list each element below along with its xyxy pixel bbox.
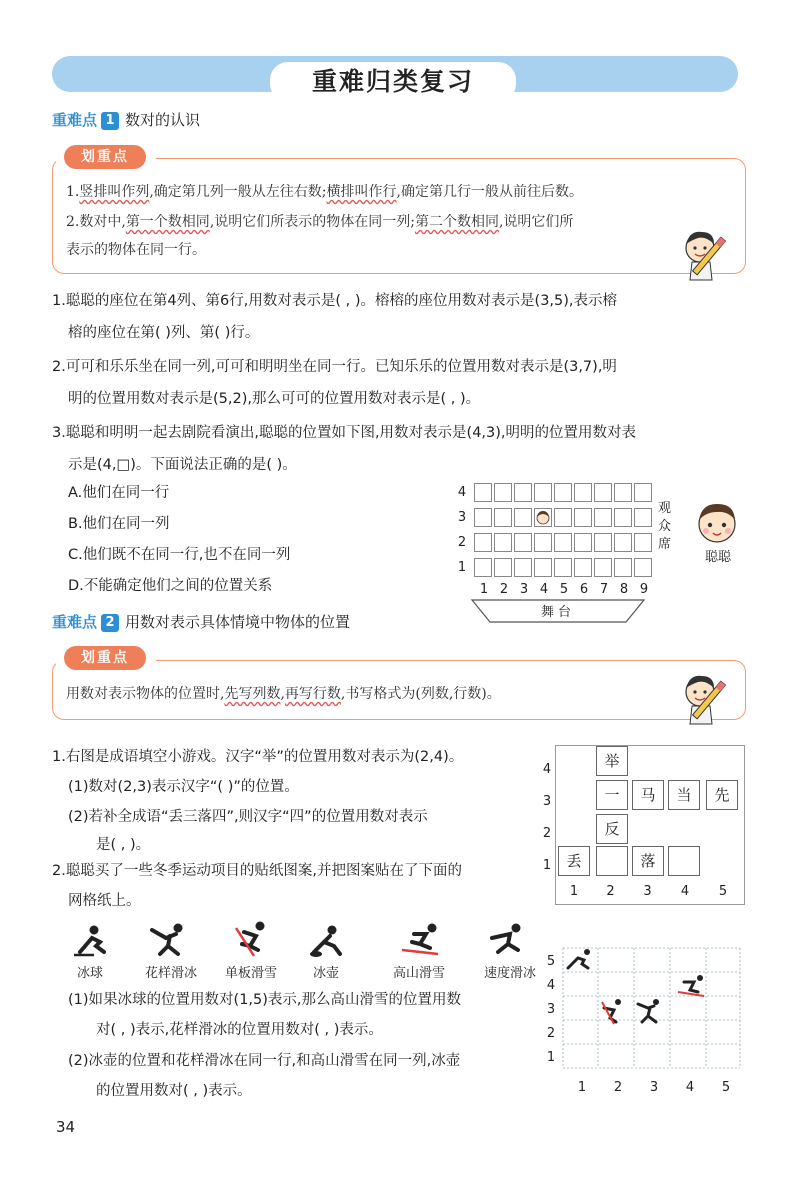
idiom-row-labels: 4 3 2 1	[542, 762, 552, 873]
question-2-line-2: 明的位置用数对表示是(5,2),那么可可的位置用数对表示是( , )。	[68, 391, 481, 407]
key-point-line-3: 表示的物体在同一行。	[66, 242, 206, 258]
seat-7-4	[594, 483, 612, 502]
seat-3-1	[514, 558, 532, 577]
ice-hockey-icon	[72, 924, 112, 958]
speed-skating-icon	[484, 922, 530, 956]
seat-8-2	[614, 533, 632, 552]
seat-4-2	[534, 533, 552, 552]
section-number: 1	[101, 112, 119, 130]
idiom-cell-2-2: 反	[596, 814, 628, 844]
seat-7-1	[594, 558, 612, 577]
grid-alpine-skiing-icon	[678, 975, 704, 996]
key-points-label: 划重点	[64, 145, 146, 169]
alpine-skiing-icon	[398, 920, 442, 956]
page-title: 重难归类复习	[270, 62, 516, 102]
seat-8-3	[614, 508, 632, 527]
seat-3-4	[514, 483, 532, 502]
sports-position-grid	[560, 944, 744, 1080]
s2-q2-sub2-line-2: 的位置用数对( , )表示。	[96, 1083, 252, 1099]
s2-question-1-line-2: (1)数对(2,3)表示汉字“( )”的位置。	[68, 779, 299, 795]
section-title: 数对的认识	[125, 111, 201, 129]
seat-5-3	[554, 508, 572, 527]
idiom-cell-2-3: 一	[596, 780, 628, 810]
seat-6-3	[574, 508, 592, 527]
seat-7-2	[594, 533, 612, 552]
s2-question-1-line-4: 是( , )。	[96, 837, 151, 853]
option-c[interactable]: C.他们既不在同一行,也不在同一列	[68, 547, 291, 563]
idiom-cell-4-1-empty[interactable]	[668, 846, 700, 876]
idiom-cell-3-3: 马	[632, 780, 664, 810]
seat-9-3	[634, 508, 652, 527]
idiom-cell-5-3: 先	[706, 780, 738, 810]
theater-seat-grid: 4 3 2 1 1 2 3 4 5 6 7 8 9	[456, 480, 656, 598]
seat-2-2	[494, 533, 512, 552]
question-2-line-1: 2.可可和乐乐坐在同一列,可可和明明坐在同一行。已知乐乐的位置用数对表示是(3,7),明	[52, 359, 617, 375]
cartoon-boy-pencil-icon	[676, 668, 742, 726]
question-1-line-2: 榕的座位在第( )列、第( )行。	[68, 325, 260, 341]
seat-3-2	[514, 533, 532, 552]
section-title: 用数对表示具体情境中物体的位置	[125, 613, 351, 631]
idiom-column-labels: 1 2 3 4 5	[569, 884, 728, 899]
curling-icon	[306, 924, 348, 958]
question-1-line-1: 1.聪聪的座位在第4列、第6行,用数对表示是( , )。榕榕的座位用数对表示是(3,5),表示榕	[52, 293, 618, 309]
s2-question-1-line-1: 1.右图是成语填空小游戏。汉字“举”的位置用数对表示为(2,4)。	[52, 749, 464, 765]
idiom-cell-4-3: 当	[668, 780, 700, 810]
sport-label-snowboard: 单板滑雪	[224, 966, 277, 981]
seat-1-3	[474, 508, 492, 527]
seat-6-1	[574, 558, 592, 577]
seat-1-1	[474, 558, 492, 577]
seat-2-3	[494, 508, 512, 527]
key-point-line-2: 2.数对中,第一个数相同,说明它们所表示的物体在同一列;第二个数相同,说明它们所	[66, 214, 574, 230]
key-point-line: 用数对表示物体的位置时,先写列数,再写行数,书写格式为(列数,行数)。	[66, 686, 501, 702]
s2-q2-sub1-line-2: 对( , )表示,花样滑冰的位置用数对( , )表示。	[96, 1022, 383, 1038]
seat-5-2	[554, 533, 572, 552]
seat-6-2	[574, 533, 592, 552]
section-2-heading	[52, 610, 350, 634]
seat-2-4	[494, 483, 512, 502]
idiom-grid-frame	[555, 745, 745, 905]
idiom-cell-3-1: 落	[632, 846, 664, 876]
section-tag: 重难点	[52, 613, 98, 631]
seat-column-labels: 1 2 3 4 5 6 7 8 9	[479, 581, 649, 597]
seat-9-2	[634, 533, 652, 552]
s2-question-2-line-2: 网格纸上。	[68, 893, 141, 909]
question-3-line-2: 示是(4,□)。下面说法正确的是( )。	[68, 457, 297, 473]
section-tag: 重难点	[52, 111, 98, 129]
seat-1-4	[474, 483, 492, 502]
cartoon-boy-pencil-icon	[676, 222, 742, 282]
seat-congcong-4-3	[534, 508, 552, 527]
seat-5-4	[554, 483, 572, 502]
seat-8-1	[614, 558, 632, 577]
s2-question-2-line-1: 2.聪聪买了一些冬季运动项目的贴纸图案,并把图案贴在了下面的	[52, 863, 462, 879]
figure-skating-icon	[148, 922, 192, 958]
option-a[interactable]: A.他们在同一行	[68, 485, 170, 501]
page-number: 34	[56, 1118, 76, 1136]
idiom-cell-2-1-empty[interactable]	[596, 846, 628, 876]
seat-5-1	[554, 558, 572, 577]
question-3-line-1: 3.聪聪和明明一起去剧院看演出,聪聪的位置如下图,用数对表示是(4,3),明明的位置用数对表	[52, 425, 637, 441]
stage-label: 舞台	[540, 605, 575, 620]
key-point-line-1: 1.竖排叫作列,确定第几列一般从左往右数;横排叫作行,确定第几行一般从前往后数。	[66, 184, 583, 200]
s2-q2-sub2-line-1: (2)冰壶的位置和花样滑冰在同一行,和高山滑雪在同一列,冰壶	[68, 1053, 461, 1069]
cartoon-boy-icon	[694, 500, 740, 546]
seat-7-3	[594, 508, 612, 527]
seat-6-4	[574, 483, 592, 502]
snowboard-icon	[230, 920, 274, 958]
seat-3-3	[514, 508, 532, 527]
grid2-row-labels: 5 4 3 2 1	[546, 954, 556, 1065]
key-points-label: 划重点	[64, 646, 146, 670]
seat-9-1	[634, 558, 652, 577]
seat-8-4	[614, 483, 632, 502]
seat-4-1	[534, 558, 552, 577]
kid-name-label: 聪聪	[704, 550, 731, 565]
idiom-cell-1-1: 丢	[558, 846, 590, 876]
option-d[interactable]: D.不能确定他们之间的位置关系	[68, 578, 273, 594]
sport-label-alpine-skiing: 高山滑雪	[392, 966, 445, 981]
seat-9-4	[634, 483, 652, 502]
grid2-column-labels: 1 2 3 4 5	[577, 1080, 731, 1095]
option-b[interactable]: B.他们在同一列	[68, 516, 170, 532]
grid-hockey-icon	[568, 949, 590, 968]
seat-4-4	[534, 483, 552, 502]
idiom-cell-2-4: 举	[596, 746, 628, 776]
kid-head-icon	[535, 509, 551, 526]
grid-figure-skating-icon	[638, 999, 659, 1022]
seat-1-2	[474, 533, 492, 552]
section-number: 2	[101, 614, 119, 632]
sport-label-figure-skating: 花样滑冰	[144, 966, 197, 981]
sport-label-hockey: 冰球	[76, 966, 103, 981]
s2-question-1-line-3: (2)若补全成语“丢三落四”,则汉字“四”的位置用数对表示	[68, 809, 428, 825]
sport-label-curling: 冰壶	[312, 966, 339, 981]
audience-label: 观 众 席	[658, 501, 672, 552]
section-1-heading	[52, 108, 200, 132]
seat-2-1	[494, 558, 512, 577]
s2-q2-sub1-line-1: (1)如果冰球的位置用数对(1,5)表示,那么高山滑雪的位置用数	[68, 992, 462, 1008]
sport-label-speed-skating: 速度滑冰	[483, 966, 536, 981]
